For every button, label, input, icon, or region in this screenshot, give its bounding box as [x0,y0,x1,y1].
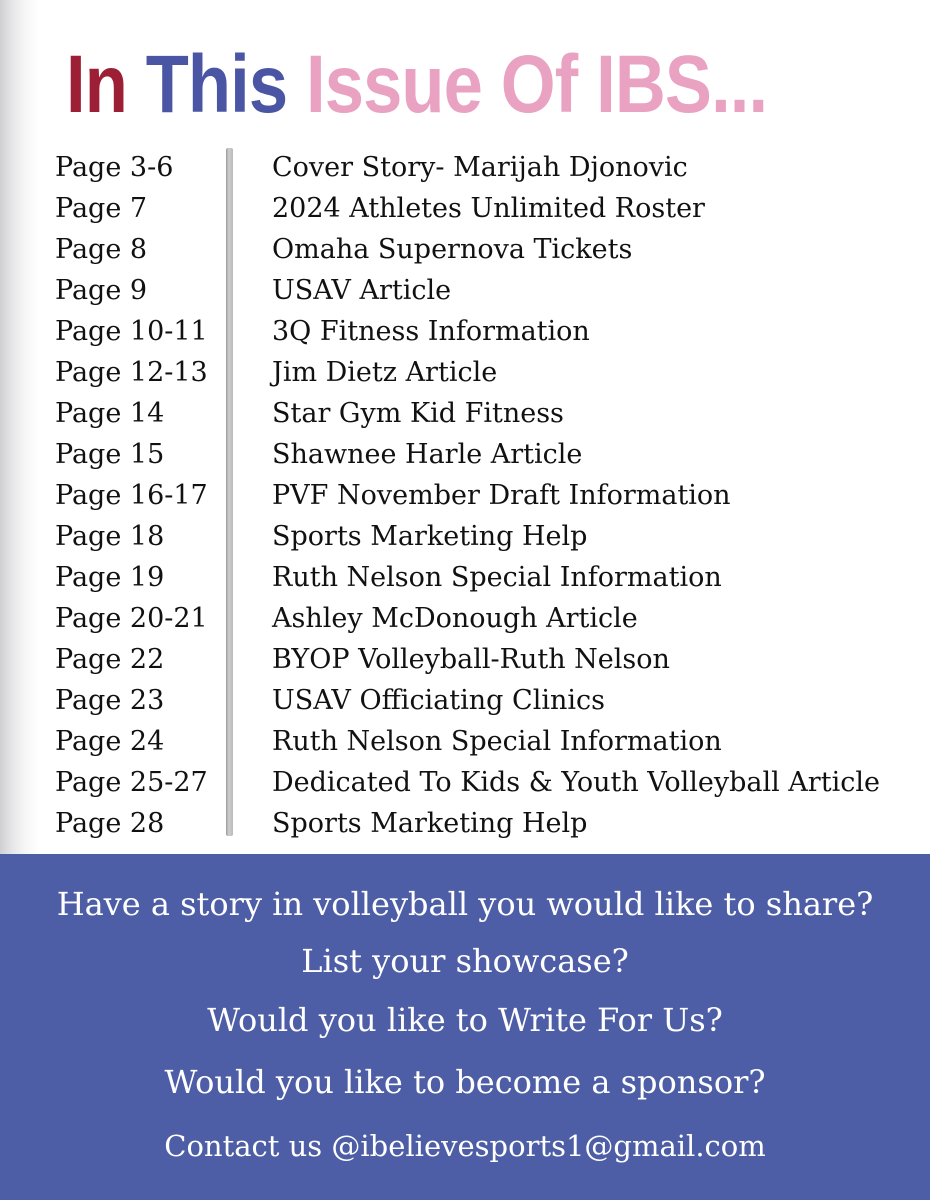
page-title [66,39,768,130]
toc-article-title: Dedicated To Kids & Youth Volleyball Article [272,767,880,798]
toc-article-title: Sports Marketing Help [272,808,588,839]
toc-page-number: Page 28 [55,808,165,839]
toc-page-number: Page 12-13 [55,357,208,388]
toc-row [0,516,930,557]
toc-article-title: Omaha Supernova Tickets [272,234,633,265]
toc-article-title: PVF November Draft Information [272,480,731,511]
toc-article-title: 2024 Athletes Unlimited Roster [272,193,705,224]
toc-row [0,188,930,229]
toc-row [0,393,930,434]
toc-row [0,270,930,311]
toc-row [0,147,930,188]
toc-article-title: USAV Article [272,275,452,306]
toc-row [0,311,930,352]
toc-row [0,803,930,844]
toc-page-number: Page 20-21 [55,603,208,634]
toc-page-number: Page 15 [55,439,165,470]
toc-page-number: Page 25-27 [55,767,208,798]
toc-page-number: Page 16-17 [55,480,208,511]
banner-sponsor-text: Would you like to become a sponsor? [164,1063,766,1101]
toc-article-title: Cover Story- Marijah Djonovic [272,152,688,183]
toc-page-number: Page 18 [55,521,165,552]
banner-showcase-text: List your showcase? [301,942,629,980]
toc-article-title: Ruth Nelson Special Information [272,726,722,757]
toc-page-number: Page 10-11 [55,316,208,347]
toc-row [0,475,930,516]
toc-article-title: 3Q Fitness Information [272,316,590,347]
toc-article-title: USAV Officiating Clinics [272,685,605,716]
toc-row [0,229,930,270]
toc-article-title: Sports Marketing Help [272,521,588,552]
contact-email-text: Contact us @ibelievesports1@gmail.com [164,1129,766,1163]
toc-article-title: Ruth Nelson Special Information [272,562,722,593]
toc-page-number: Page 24 [55,726,165,757]
toc-article-title: Jim Dietz Article [272,357,498,388]
banner-write-for-us-text: Would you like to Write For Us? [207,1001,723,1039]
toc-page-number: Page 19 [55,562,165,593]
toc-row [0,352,930,393]
title-word-in: In [66,39,127,130]
toc-row [0,762,930,803]
toc-row [0,639,930,680]
contact-banner [0,854,930,1200]
toc-page-number: Page 9 [55,275,148,306]
toc-page-number: Page 8 [55,234,148,265]
title-word-this: This [145,39,288,130]
toc-row [0,721,930,762]
toc-page-number: Page 22 [55,644,165,675]
toc-row [0,557,930,598]
toc-row [0,434,930,475]
toc-article-title: Shawnee Harle Article [272,439,583,470]
toc-page-number: Page 3-6 [55,152,174,183]
title-issue-of-ibs: Issue Of IBS... [305,39,768,130]
toc-article-title: BYOP Volleyball-Ruth Nelson [272,644,670,675]
toc-article-title: Star Gym Kid Fitness [272,398,564,429]
toc-page-number: Page 23 [55,685,165,716]
toc-row [0,598,930,639]
toc-article-title: Ashley McDonough Article [272,603,638,634]
toc-row [0,680,930,721]
banner-share-story-text: Have a story in volleyball you would like to share? [56,885,874,923]
toc-page-number: Page 14 [55,398,165,429]
toc-page-number: Page 7 [55,193,148,224]
